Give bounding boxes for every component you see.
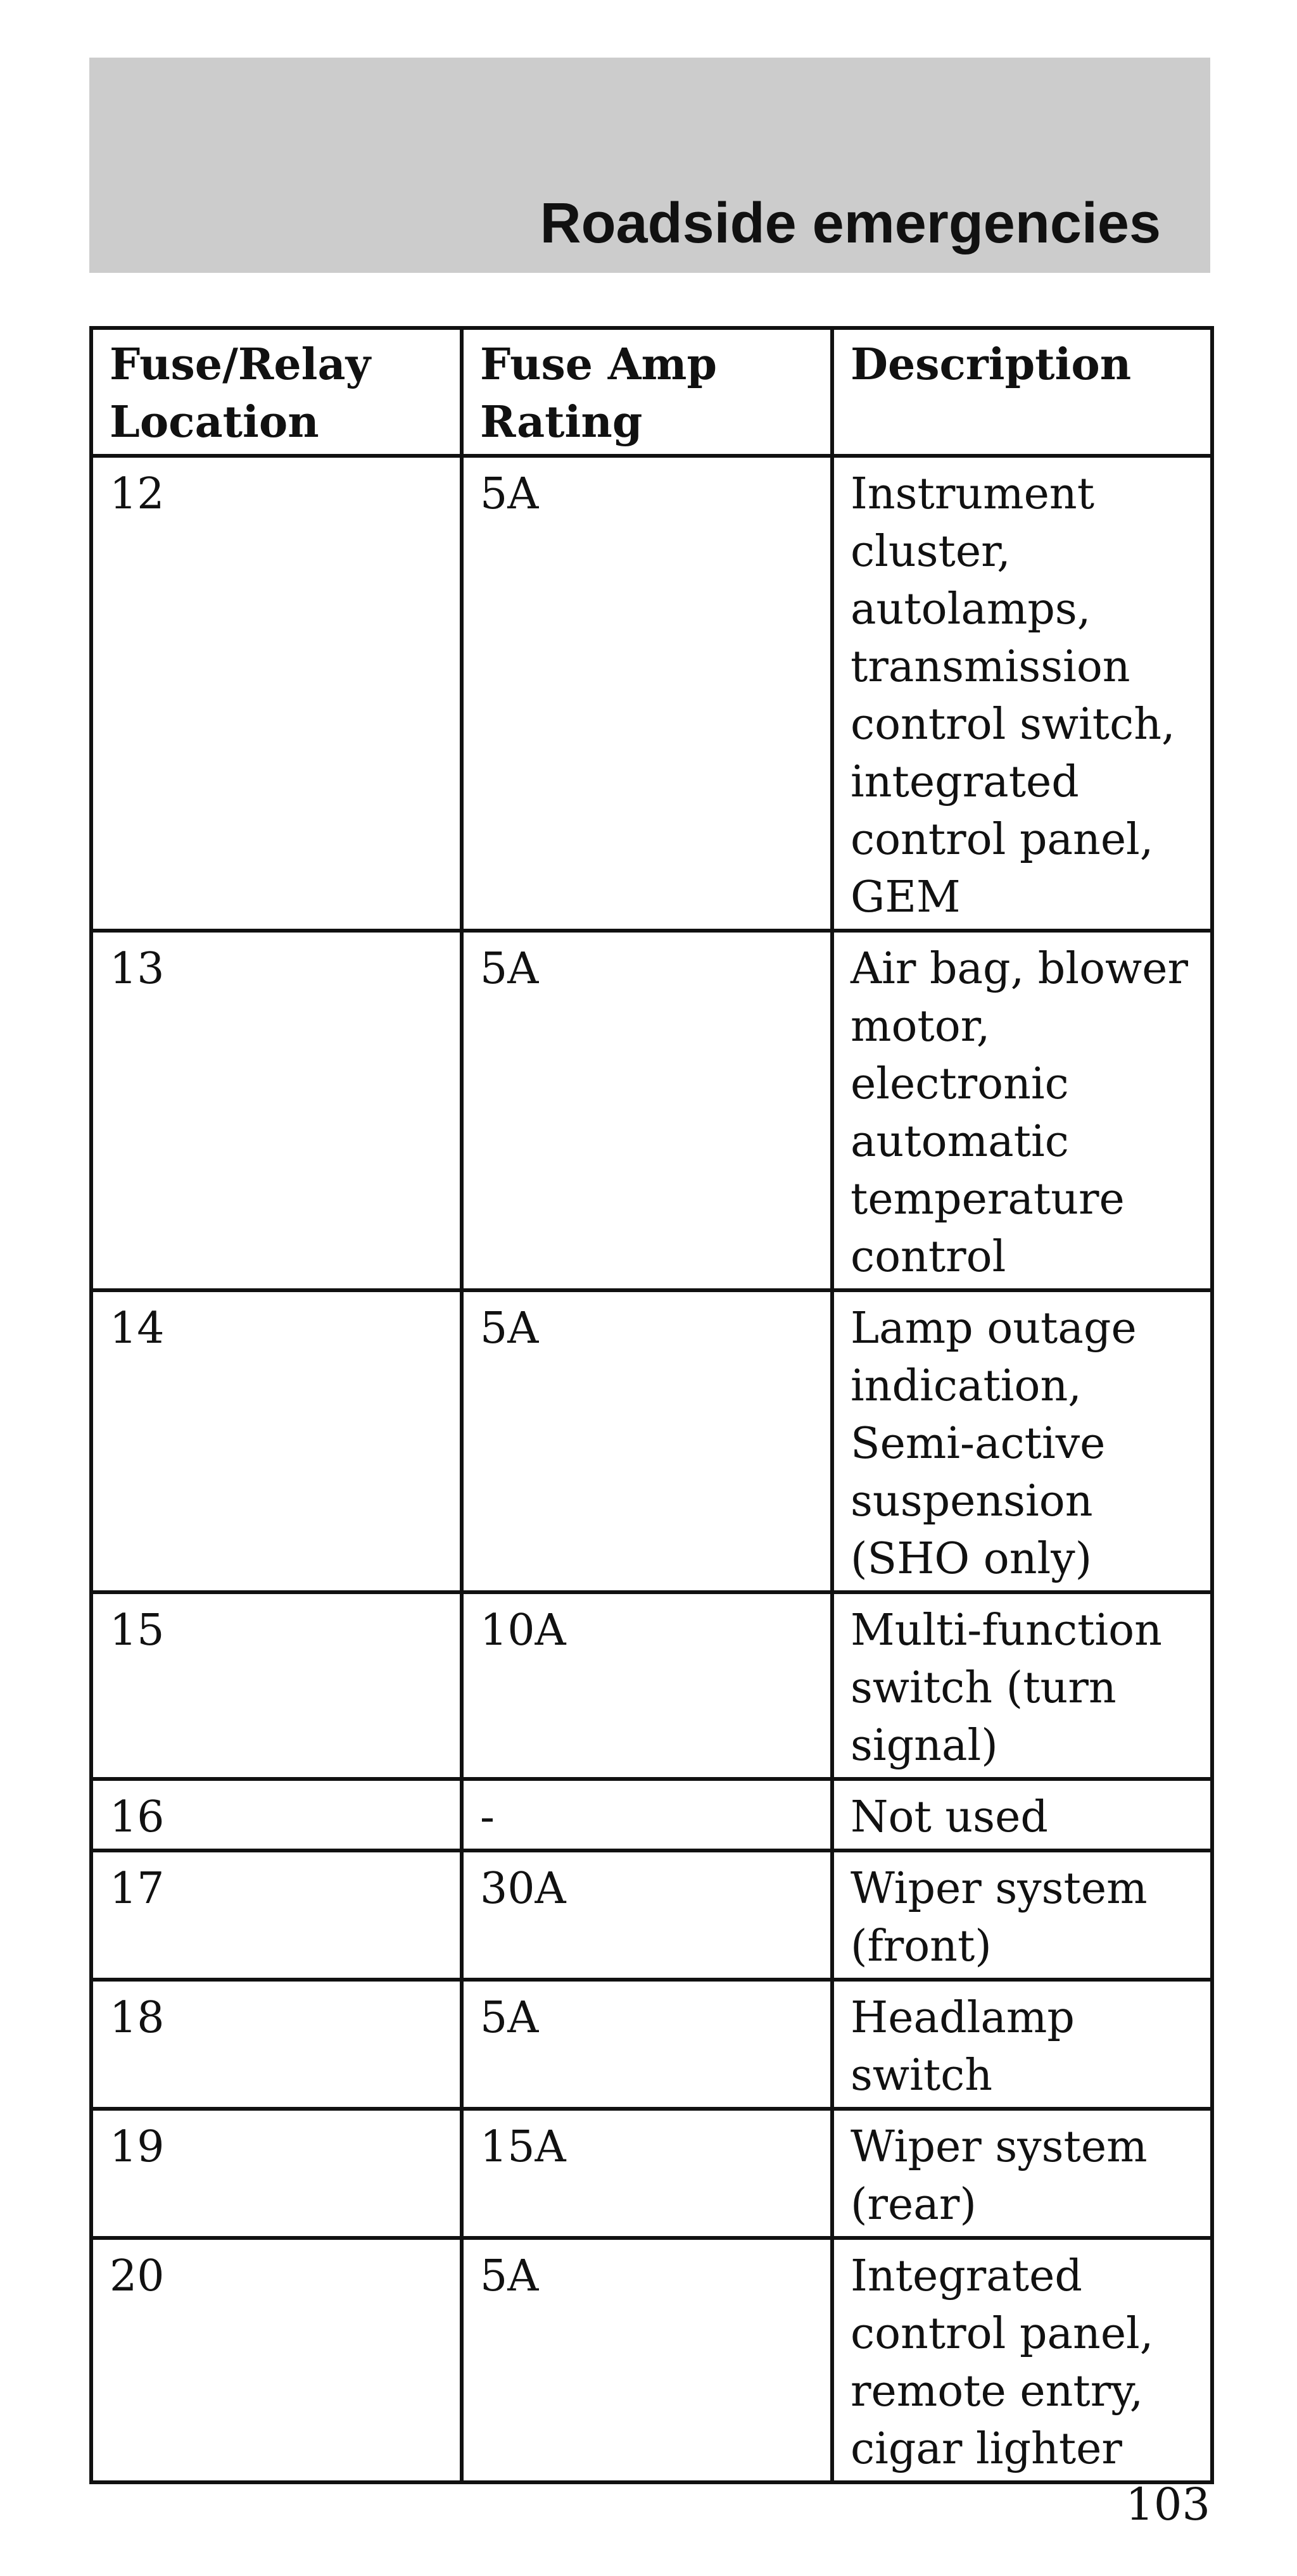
description-line: motor, [851,1002,990,1052]
column-header-line: Description [851,339,1132,390]
description-line: Integrated [851,2251,1082,2301]
section-header-band [89,58,1210,273]
column-header-description [832,328,1212,456]
fuse-location-cell: 14 [91,1290,462,1592]
description-line: signal) [851,1721,998,1771]
table-body [91,456,1212,2482]
table-row [91,1290,1212,1592]
column-header-rating [462,328,832,456]
description-line: Wiper system [851,1864,1148,1914]
description-line: control [851,1232,1006,1282]
fuse-location-cell: 16 [91,1779,462,1850]
page-number: 103 [1125,2479,1210,2530]
table-row [91,1779,1212,1850]
fuse-description-cell [832,1592,1212,1779]
description-line: indication, [851,1361,1082,1411]
fuse-location-cell: 15 [91,1592,462,1779]
column-header-line: Rating [480,397,643,448]
description-line: control panel, [851,815,1154,865]
column-header-line: Location [110,397,319,448]
description-line: (SHO only) [851,1534,1092,1584]
description-line: electronic [851,1059,1069,1109]
column-header-line: Fuse/Relay [110,339,371,390]
description-line: control panel, [851,2309,1154,2359]
fuse-amp-rating-cell: 5A [462,2238,832,2482]
fuse-description-cell [832,2238,1212,2482]
table-row [91,1980,1212,2109]
fuse-amp-rating-cell: 5A [462,1980,832,2109]
description-line: (front) [851,1921,992,1971]
fuse-location-cell: 12 [91,456,462,931]
description-line: Wiper system [851,2122,1148,2172]
table-row [91,1850,1212,1980]
fuse-description-cell [832,2109,1212,2238]
table-row [91,2109,1212,2238]
description-line: cigar lighter [851,2424,1122,2474]
description-line: autolamps, [851,584,1091,634]
description-line: control switch, [851,700,1175,750]
description-line: Headlamp [851,1993,1075,2043]
fuse-description-cell [832,1290,1212,1592]
description-line: suspension [851,1476,1093,1526]
column-header-line: Fuse Amp [480,339,717,390]
table-row [91,2238,1212,2482]
fuse-location-cell: 13 [91,931,462,1290]
table-row [91,456,1212,931]
fuse-location-cell: 19 [91,2109,462,2238]
fuse-amp-rating-cell: - [462,1779,832,1850]
description-line: switch [851,2051,993,2101]
fuse-amp-rating-cell: 30A [462,1850,832,1980]
description-line: integrated [851,757,1079,807]
column-header-location [91,328,462,456]
description-line: Air bag, blower [851,944,1188,994]
description-line: automatic [851,1117,1069,1167]
description-line: cluster, [851,527,1011,577]
description-line: Multi-function [851,1605,1162,1656]
description-line: transmission [851,642,1130,692]
fuse-location-cell: 20 [91,2238,462,2482]
fuse-description-cell [832,1850,1212,1980]
fuse-description-cell [832,1779,1212,1850]
table-row [91,931,1212,1290]
fuse-amp-rating-cell: 10A [462,1592,832,1779]
fuse-description-cell [832,456,1212,931]
description-line: Instrument [851,469,1095,519]
description-line: remote entry, [851,2366,1144,2416]
fuse-amp-rating-cell: 5A [462,931,832,1290]
fuse-location-cell: 18 [91,1980,462,2109]
fuse-amp-rating-cell: 5A [462,456,832,931]
description-line: Not used [851,1792,1048,1842]
table-row [91,1592,1212,1779]
description-line: temperature [851,1174,1125,1224]
description-line: Lamp outage [851,1304,1137,1354]
description-line: Semi-active [851,1419,1106,1469]
description-line: GEM [851,872,961,922]
fuse-amp-rating-cell: 15A [462,2109,832,2238]
fuse-location-cell: 17 [91,1850,462,1980]
fuse-description-cell [832,1980,1212,2109]
description-line: (rear) [851,2180,977,2230]
description-line: switch (turn [851,1663,1117,1713]
fuse-amp-rating-cell: 5A [462,1290,832,1592]
section-title: Roadside emergencies [540,192,1161,255]
fuse-description-cell [832,931,1212,1290]
fuse-table [89,326,1214,2484]
table-header-row [91,328,1212,456]
